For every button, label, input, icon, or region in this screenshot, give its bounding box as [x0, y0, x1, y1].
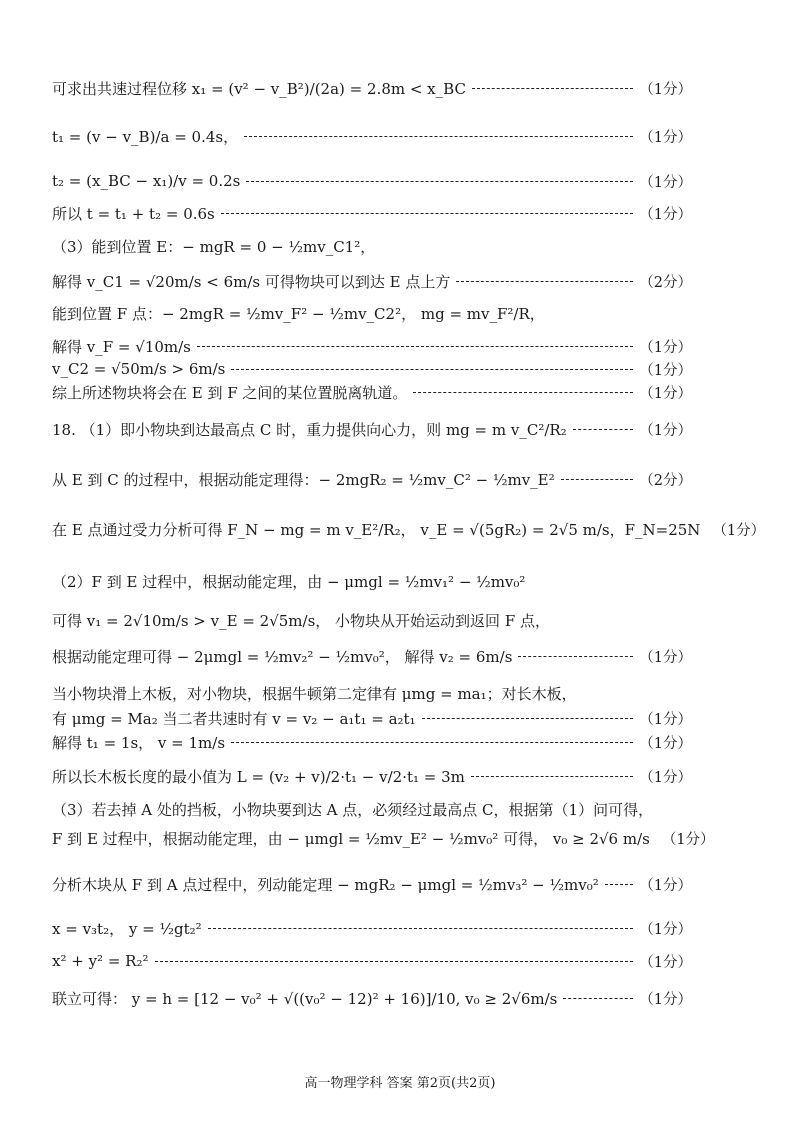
line-16: 根据动能定理可得 − 2μmgl = ½mv₂² − ½mv₀²， 解得 v₂ = 6m/s （1分） [52, 647, 692, 666]
line-21: （3）若去掉 A 处的挡板，小物块要到达 A 点，必须经过最高点 C，根据第（1）问可得， [52, 800, 654, 819]
dash-leader [563, 998, 633, 999]
line-9: v_C2 = √50m/s > 6m/s （1分） [52, 360, 692, 379]
dash-leader [471, 776, 633, 777]
line-25: x² + y² = R₂² （1分） [52, 952, 692, 971]
line-6: 解得 v_C1 = √20m/s < 6m/s 可得物块可以到达 E 点上方 （2分） [52, 272, 692, 291]
dash-leader [246, 181, 633, 182]
line-15: 可得 v₁ = 2√10m/s > v_E = 2√5m/s， 小物块从开始运动到返回 F 点， [52, 611, 550, 630]
dash-leader [231, 742, 633, 743]
dash-leader [221, 213, 634, 214]
line-24: x = v₃t₂， y = ½gt₂² （1分） [52, 919, 692, 938]
line-14: （2）F 到 E 过程中，根据动能定理，由 − μmgl = ½mv₁² − ½mv₀² [52, 572, 526, 591]
line-12: 从 E 到 C 的过程中，根据动能定理得：− 2mgR₂ = ½mv_C² − ½mv_E² （2分） [52, 470, 692, 489]
line-7: 能到位置 F 点：− 2mgR = ½mv_F² − ½mv_C2²， mg = mv_F²/R， [52, 304, 545, 323]
line-19: 解得 t₁ = 1s， v = 1m/s （1分） [52, 733, 692, 752]
dash-leader [197, 346, 633, 347]
line-1: 可求出共速过程位移 x₁ = (v² − v_B²)/(2a) = 2.8m < x_BC （1分） [52, 79, 692, 98]
line-22: F 到 E 过程中，根据动能定理，由 − μmgl = ½mv_E² − ½mv₀² 可得， v₀ ≥ 2√6 m/s （1分） [52, 829, 715, 848]
dash-leader [573, 429, 634, 430]
line-13: 在 E 点通过受力分析可得 F_N − mg = m v_E²/R₂， v_E = √(5gR₂) = 2√5 m/s，F_N=25N （1分） [52, 520, 766, 539]
line-8: 解得 v_F = √10m/s （1分） [52, 337, 692, 356]
dash-leader [561, 479, 634, 480]
dash-leader [422, 718, 634, 719]
dash-leader [605, 884, 634, 885]
dash-leader [456, 281, 633, 282]
dash-leader [231, 369, 633, 370]
line-23: 分析木块从 F 到 A 点过程中，列动能定理 − mgR₂ − μmgl = ½mv₃² − ½mv₀² （1分） [52, 875, 692, 894]
dash-leader [472, 88, 633, 89]
line-26: 联立可得： y = h = [12 − v₀² + √((v₀² − 12)² + 16)]/10, v₀ ≥ 2√6m/s （1分） [52, 989, 692, 1008]
dash-leader [155, 961, 634, 962]
line-18: 有 μmg = Ma₂ 当二者共速时有 v = v₂ − a₁t₁ = a₂t₁ （1分） [52, 709, 692, 728]
line-20: 所以长木板长度的最小值为 L = (v₂ + v)/2·t₁ − v/2·t₁ = 3m （1分） [52, 767, 692, 786]
line-11: 18. （1）即小物块到达最高点 C 时，重力提供向心力，则 mg = m v_C²/R₂ （1分） [52, 420, 692, 439]
dash-leader [244, 136, 633, 137]
line-4: 所以 t = t₁ + t₂ = 0.6s （1分） [52, 204, 692, 223]
dash-leader [413, 392, 633, 393]
line-3: t₂ = (x_BC − x₁)/v = 0.2s （1分） [52, 172, 692, 191]
dash-leader [518, 656, 633, 657]
line-17: 当小物块滑上木板，对小物块，根据牛顿第二定律有 μmg = ma₁；对长木板， [52, 684, 577, 703]
dash-leader [208, 928, 634, 929]
page-footer: 高一物理学科 答案 第2页(共2页) [304, 1076, 496, 1091]
line-5: （3）能到位置 E：− mgR = 0 − ½mv_C1²， [52, 237, 376, 256]
line-10: 综上所述物块将会在 E 到 F 之间的某位置脱离轨道。 （1分） [52, 383, 692, 402]
line-2: t₁ = (v − v_B)/a = 0.4s， （1分） [52, 127, 692, 146]
